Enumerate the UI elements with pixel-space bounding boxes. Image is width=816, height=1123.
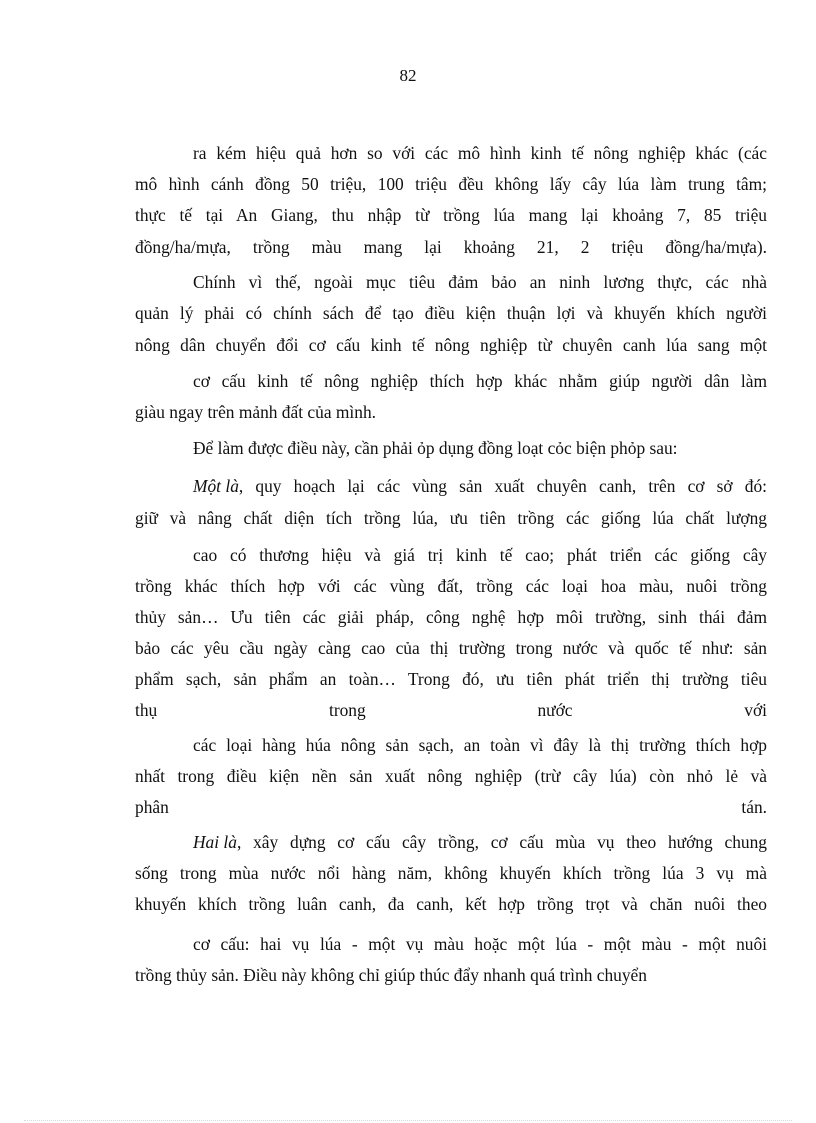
text-line: thụ trong nước với bbox=[135, 700, 767, 720]
text-line: ra kém hiệu quả hơn so với các mô hình kinh tế nông nghiệp khác (các bbox=[193, 143, 767, 163]
text-line: thực tế tại An Giang, thu nhập từ trồng lúa mang lại khoảng 7, 85 triệu bbox=[135, 205, 767, 225]
text-line: cao có thương hiệu và giá trị kinh tế cao; phát triển các giống cây bbox=[193, 545, 767, 565]
page-bottom-rule bbox=[24, 1120, 792, 1121]
text-line: sống trong mùa nước nổi hàng năm, không khuyến khích trồng lúa 3 vụ mà bbox=[135, 863, 767, 883]
text-line: quản lý phải có chính sách để tạo điều kiện thuận lợi và khuyến khích người bbox=[135, 303, 767, 323]
text-line: các loại hàng húa nông sản sạch, an toàn vì đây là thị trường thích hợp bbox=[193, 735, 767, 755]
text-line bbox=[193, 475, 767, 497]
text-line: bảo các yêu cầu ngày càng cao của thị trường trong nước và quốc tế như: sản bbox=[135, 638, 767, 658]
text-line: giàu ngay trên mảnh đất của mình. bbox=[135, 402, 376, 422]
list-label-hai-la: Hai là bbox=[193, 832, 237, 852]
text-line: cơ cấu: hai vụ lúa - một vụ màu hoặc một lúa - một màu - một nuôi bbox=[193, 934, 767, 954]
text-line: trồng khác thích hợp với các vùng đất, trồng các loại hoa màu, nuôi trồng bbox=[135, 576, 767, 596]
text-line: giữ và nâng chất diện tích trồng lúa, ưu tiên trồng các giống lúa chất lượng bbox=[135, 508, 767, 528]
page-number: 82 bbox=[399, 66, 417, 85]
text-line: trồng thủy sản. Điều này không chỉ giúp thúc đẩy nhanh quá trình chuyển bbox=[135, 965, 647, 985]
text-line: thủy sản… Ưu tiên các giải pháp, công nghệ hợp môi trường, sinh thái đảm bbox=[135, 607, 767, 627]
text-line bbox=[193, 831, 767, 853]
text-line: nhất trong điều kiện nền sản xuất nông nghiệp (trừ cây lúa) còn nhỏ lẻ và bbox=[135, 766, 767, 786]
text-line: mô hình cánh đồng 50 triệu, 100 triệu đều không lấy cây lúa làm trung tâm; bbox=[135, 174, 767, 194]
text-line: đồng/ha/mựa, trồng màu mang lại khoảng 21, 2 triệu đồng/ha/mựa). bbox=[135, 237, 767, 257]
text-segment: , quy hoạch lại các vùng sản xuất chuyên canh, trên cơ sở đó: bbox=[238, 476, 767, 496]
text-line: nông dân chuyển đổi cơ cấu kinh tế nông nghiệp từ chuyên canh lúa sang một bbox=[135, 335, 767, 355]
text-line: phẩm sạch, sản phẩm an toàn… Trong đó, ưu tiên phát triển thị trường tiêu bbox=[135, 669, 767, 689]
text-line: cơ cấu kinh tế nông nghiệp thích hợp khác nhằm giúp người dân làm bbox=[193, 371, 767, 391]
text-line: khuyến khích trồng luân canh, đa canh, kết hợp trồng trọt và chăn nuôi theo bbox=[135, 894, 767, 914]
text-segment: , xây dựng cơ cấu cây trồng, cơ cấu mùa vụ theo hướng chung bbox=[236, 832, 767, 852]
text-line: Chính vì thế, ngoài mục tiêu đảm bảo an ninh lương thực, các nhà bbox=[193, 272, 767, 292]
text-line: phân tán. bbox=[135, 797, 767, 817]
text-line: Để làm được điều này, cần phải ỏp dụng đồng loạt cỏc biện phỏp sau: bbox=[193, 438, 678, 458]
list-label-mot-la: Một là bbox=[193, 476, 239, 496]
